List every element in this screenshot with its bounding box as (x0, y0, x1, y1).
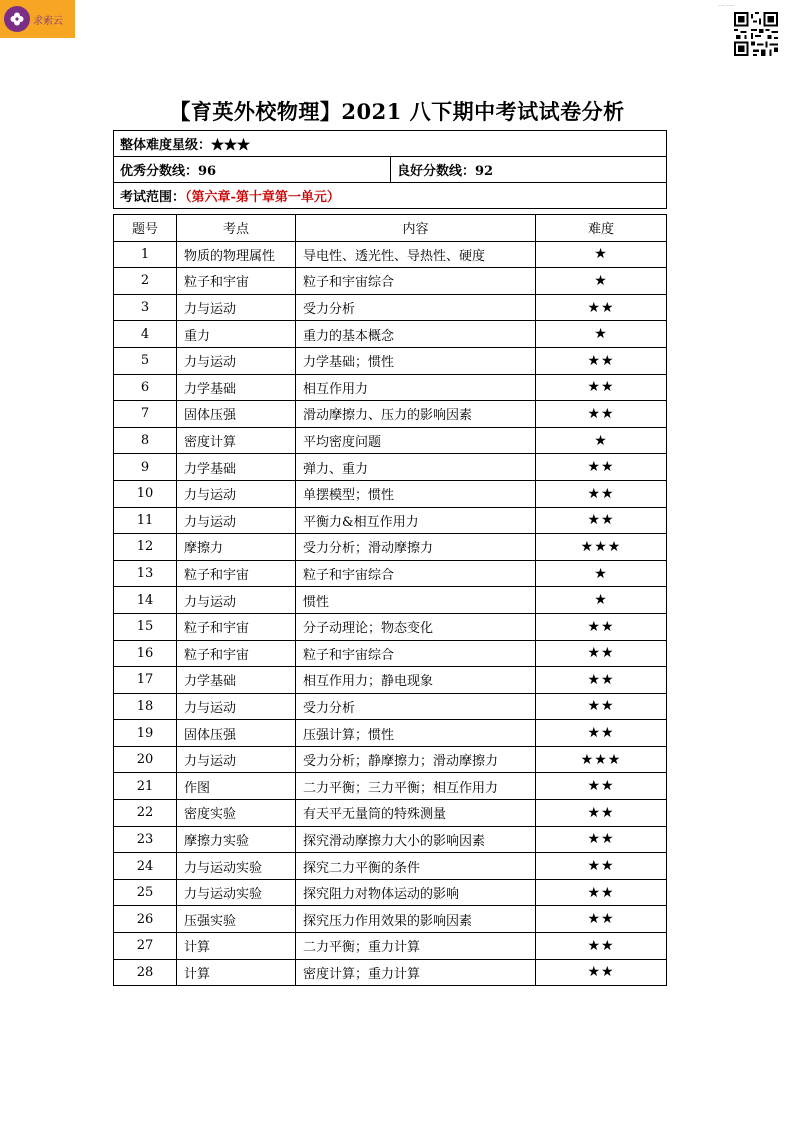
question-topic: 力与运动 (177, 347, 296, 374)
column-header-difficulty: 难度 (536, 215, 667, 242)
table-row (114, 454, 667, 481)
question-topic: 力与运动实验 (177, 879, 296, 906)
question-topic: 摩擦力 (177, 534, 296, 561)
clover-icon (4, 6, 30, 32)
table-row (114, 374, 667, 401)
table-row (114, 720, 667, 747)
question-content: 二力平衡；重力计算 (296, 933, 536, 960)
question-topic: 密度实验 (177, 800, 296, 827)
question-number: 17 (114, 667, 177, 694)
qr-code-icon (734, 12, 778, 56)
question-content: 惯性 (296, 587, 536, 614)
question-topic: 力与运动 (177, 746, 296, 773)
question-number: 2 (114, 268, 177, 295)
table-row (114, 667, 667, 694)
table-row (114, 401, 667, 428)
question-topic: 力与运动 (177, 480, 296, 507)
summary-table (113, 130, 667, 209)
question-topic: 力与运动 (177, 587, 296, 614)
question-number: 3 (114, 294, 177, 321)
question-difficulty: ★★★ (536, 746, 667, 773)
question-topic: 粒子和宇宙 (177, 640, 296, 667)
question-topic: 力学基础 (177, 454, 296, 481)
scope-label: 考试范围： (120, 190, 186, 205)
question-topic: 密度计算 (177, 427, 296, 454)
page-title: 【育英外校物理】2021 八下期中考试试卷分析 (169, 99, 625, 124)
question-topic: 作图 (177, 773, 296, 800)
question-topic: 力与运动实验 (177, 853, 296, 880)
question-difficulty: ★★ (536, 507, 667, 534)
table-row (114, 587, 667, 614)
question-number: 18 (114, 693, 177, 720)
question-number: 11 (114, 507, 177, 534)
question-content: 粒子和宇宙综合 (296, 640, 536, 667)
question-topic: 重力 (177, 321, 296, 348)
question-difficulty: ★★ (536, 959, 667, 986)
question-number: 20 (114, 746, 177, 773)
question-number: 27 (114, 933, 177, 960)
question-content: 粒子和宇宙综合 (296, 268, 536, 295)
question-topic: 粒子和宇宙 (177, 560, 296, 587)
question-difficulty: ★ (536, 241, 667, 268)
table-row (114, 480, 667, 507)
question-topic: 摩擦力实验 (177, 826, 296, 853)
question-topic: 计算 (177, 959, 296, 986)
question-content: 平均密度问题 (296, 427, 536, 454)
scope-row (114, 183, 667, 209)
question-number: 25 (114, 879, 177, 906)
scope-cell (114, 183, 667, 209)
question-difficulty: ★★★ (536, 534, 667, 561)
question-content: 受力分析 (296, 294, 536, 321)
question-content: 受力分析 (296, 693, 536, 720)
question-content: 探究压力作用效果的影响因素 (296, 906, 536, 933)
question-topic: 力与运动 (177, 507, 296, 534)
question-topic: 力学基础 (177, 667, 296, 694)
question-content: 探究阻力对物体运动的影响 (296, 879, 536, 906)
question-content: 探究二力平衡的条件 (296, 853, 536, 880)
table-row (114, 507, 667, 534)
question-topic: 计算 (177, 933, 296, 960)
question-number: 9 (114, 454, 177, 481)
difficulty-stars: ★★★ (211, 138, 251, 153)
question-difficulty: ★★ (536, 853, 667, 880)
question-number: 5 (114, 347, 177, 374)
table-row (114, 294, 667, 321)
table-row (114, 241, 667, 268)
question-number: 23 (114, 826, 177, 853)
question-number: 26 (114, 906, 177, 933)
question-content: 单摆模型；惯性 (296, 480, 536, 507)
question-number: 24 (114, 853, 177, 880)
table-row (114, 268, 667, 295)
question-number: 28 (114, 959, 177, 986)
question-number: 21 (114, 773, 177, 800)
question-number: 13 (114, 560, 177, 587)
question-topic: 物质的物理属性 (177, 241, 296, 268)
good-score-cell: 良好分数线：92 (391, 157, 667, 183)
question-difficulty: ★★ (536, 401, 667, 428)
question-difficulty: ★ (536, 427, 667, 454)
question-difficulty: ★★ (536, 800, 667, 827)
difficulty-label: 整体难度星级： (120, 138, 212, 153)
question-topic: 粒子和宇宙 (177, 268, 296, 295)
question-content: 相互作用力 (296, 374, 536, 401)
question-difficulty: ★★ (536, 640, 667, 667)
question-number: 22 (114, 800, 177, 827)
table-row (114, 853, 667, 880)
question-difficulty: ★ (536, 268, 667, 295)
qr-caption: ············· (718, 3, 735, 8)
score-line-row (114, 157, 667, 183)
scope-value: （第六章-第十章第一单元） (185, 190, 340, 205)
question-content: 压强计算；惯性 (296, 720, 536, 747)
question-topic: 力学基础 (177, 374, 296, 401)
question-difficulty: ★ (536, 560, 667, 587)
difficulty-cell (114, 131, 667, 157)
question-difficulty: ★★ (536, 933, 667, 960)
question-content: 粒子和宇宙综合 (296, 560, 536, 587)
question-number: 10 (114, 480, 177, 507)
column-header-content: 内容 (296, 215, 536, 242)
question-content: 受力分析；滑动摩擦力 (296, 534, 536, 561)
question-number: 4 (114, 321, 177, 348)
question-table (113, 214, 667, 986)
question-topic: 力与运动 (177, 294, 296, 321)
brand-logo (0, 0, 75, 38)
question-number: 15 (114, 613, 177, 640)
table-row (114, 746, 667, 773)
table-row (114, 826, 667, 853)
question-difficulty: ★ (536, 587, 667, 614)
question-difficulty: ★★ (536, 454, 667, 481)
table-row (114, 321, 667, 348)
question-difficulty: ★★ (536, 773, 667, 800)
question-content: 重力的基本概念 (296, 321, 536, 348)
table-row (114, 613, 667, 640)
table-row (114, 693, 667, 720)
question-difficulty: ★★ (536, 667, 667, 694)
question-difficulty: ★★ (536, 613, 667, 640)
question-difficulty: ★★ (536, 347, 667, 374)
question-difficulty: ★★ (536, 480, 667, 507)
question-content: 导电性、透光性、导热性、硬度 (296, 241, 536, 268)
question-topic: 力与运动 (177, 693, 296, 720)
question-content: 弹力、重力 (296, 454, 536, 481)
question-difficulty: ★★ (536, 294, 667, 321)
question-difficulty: ★★ (536, 879, 667, 906)
table-row (114, 800, 667, 827)
question-topic: 固体压强 (177, 401, 296, 428)
question-number: 14 (114, 587, 177, 614)
question-topic: 固体压强 (177, 720, 296, 747)
excellent-score-cell: 优秀分数线：96 (114, 157, 391, 183)
table-header-row (114, 215, 667, 242)
table-row (114, 906, 667, 933)
logo-text: 求索云 (33, 15, 63, 27)
question-difficulty: ★★ (536, 374, 667, 401)
table-row (114, 534, 667, 561)
question-number: 1 (114, 241, 177, 268)
table-row (114, 640, 667, 667)
table-row (114, 933, 667, 960)
question-difficulty: ★★ (536, 906, 667, 933)
question-number: 8 (114, 427, 177, 454)
question-number: 16 (114, 640, 177, 667)
question-content: 密度计算；重力计算 (296, 959, 536, 986)
column-header-number: 题号 (114, 215, 177, 242)
question-content: 平衡力&相互作用力 (296, 507, 536, 534)
question-difficulty: ★★ (536, 826, 667, 853)
question-number: 6 (114, 374, 177, 401)
question-content: 滑动摩擦力、压力的影响因素 (296, 401, 536, 428)
question-topic: 粒子和宇宙 (177, 613, 296, 640)
question-topic: 压强实验 (177, 906, 296, 933)
difficulty-row (114, 131, 667, 157)
question-number: 19 (114, 720, 177, 747)
table-row (114, 560, 667, 587)
question-number: 12 (114, 534, 177, 561)
question-difficulty: ★ (536, 321, 667, 348)
question-content: 相互作用力；静电现象 (296, 667, 536, 694)
question-content: 力学基础；惯性 (296, 347, 536, 374)
table-row (114, 879, 667, 906)
question-content: 分子动理论；物态变化 (296, 613, 536, 640)
table-row (114, 427, 667, 454)
question-difficulty: ★★ (536, 720, 667, 747)
question-content: 探究滑动摩擦力大小的影响因素 (296, 826, 536, 853)
question-content: 受力分析；静摩擦力；滑动摩擦力 (296, 746, 536, 773)
table-row (114, 347, 667, 374)
question-content: 二力平衡；三力平衡；相互作用力 (296, 773, 536, 800)
question-difficulty: ★★ (536, 693, 667, 720)
table-row (114, 773, 667, 800)
table-row (114, 959, 667, 986)
question-number: 7 (114, 401, 177, 428)
question-content: 有天平无量筒的特殊测量 (296, 800, 536, 827)
column-header-topic: 考点 (177, 215, 296, 242)
